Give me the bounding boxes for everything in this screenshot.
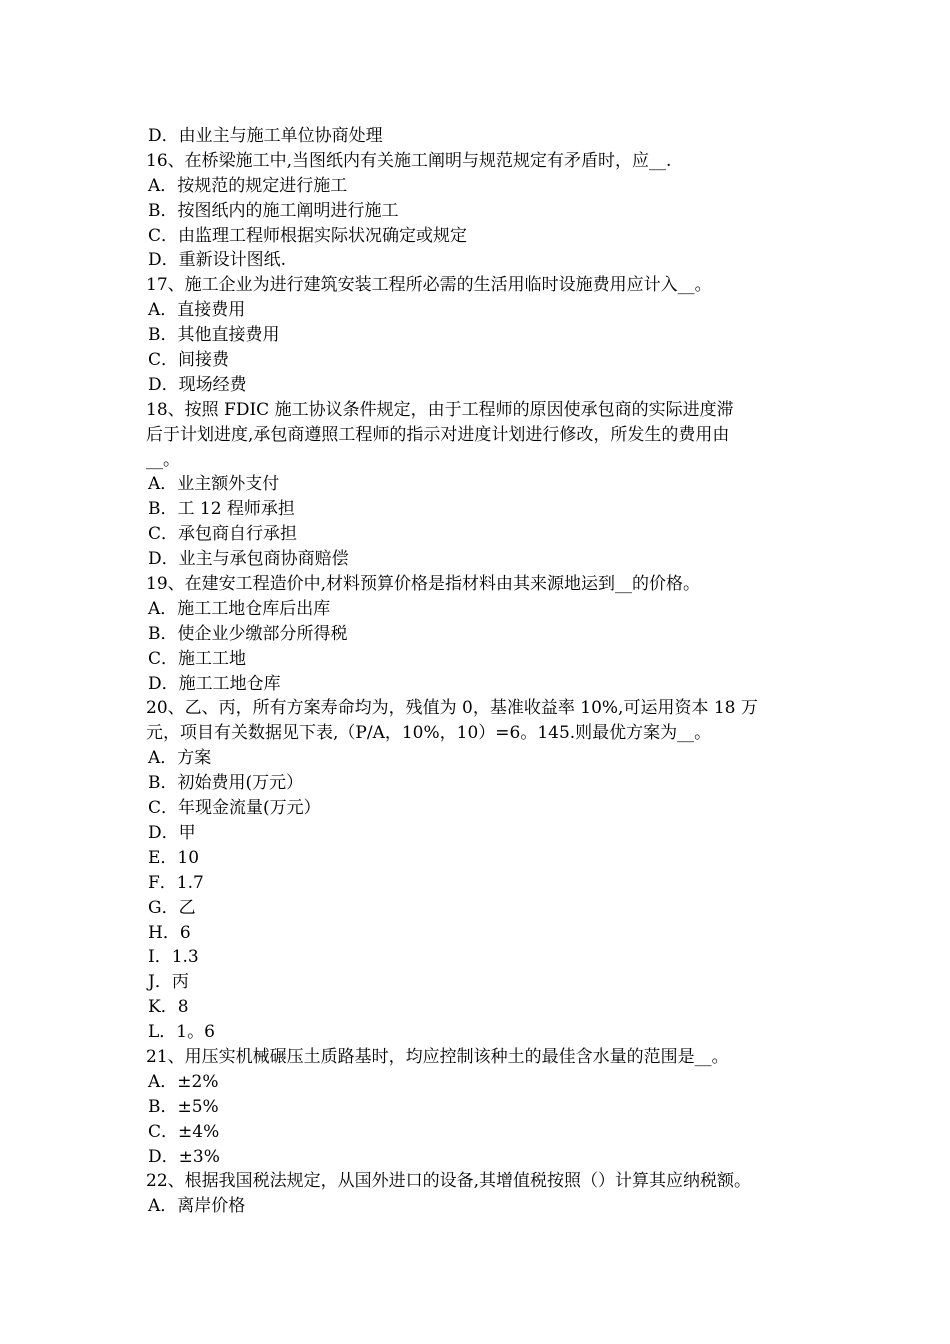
answer-option-line: D．施工工地仓库 (148, 673, 281, 694)
answer-option-line: C．由监理工程师根据实际状况确定或规定 (148, 225, 468, 246)
answer-option-line: A．业主额外支付 (148, 474, 280, 495)
question-stem-line: __。 (146, 449, 180, 470)
answer-option-line: D．±3% (148, 1146, 220, 1167)
answer-option-line: D．由业主与施工单位协商处理 (148, 126, 383, 146)
question-stem-line: 20、乙、丙，所有方案寿命均为，残值为 0，基准收益率 10%,可运用资本 18 万 (146, 698, 758, 719)
answer-option-line: L．1。6 (148, 1022, 215, 1043)
answer-option-line: A．方案 (148, 748, 212, 769)
answer-option-line: D．业主与承包商协商赔偿 (148, 549, 349, 570)
answer-option-line: A．施工工地仓库后出库 (148, 598, 331, 619)
answer-option-line: I．1.3 (148, 947, 199, 968)
answer-option-line: B．其他直接费用 (148, 325, 280, 346)
answer-option-line: K．8 (148, 997, 189, 1018)
answer-option-line: A．直接费用 (148, 300, 246, 321)
answer-option-line: F．1.7 (148, 872, 204, 893)
answer-option-line: A．按规范的规定进行施工 (148, 175, 348, 196)
question-stem-line: 后于计划进度,承包商遵照工程师的指示对进度计划进行修改，所发生的费用由 (146, 424, 730, 445)
answer-option-line: G．乙 (148, 897, 196, 918)
answer-option-line: E．10 (148, 847, 200, 868)
answer-option-line: B．使企业少缴部分所得税 (148, 623, 348, 644)
answer-option-line: C．施工工地 (148, 648, 247, 669)
answer-option-line: C．间接费 (148, 350, 230, 371)
question-stem-line: 18、按照 FDIC 施工协议条件规定，由于工程师的原因使承包商的实际进度滞 (146, 399, 734, 420)
question-stem-line: 19、在建安工程造价中,材料预算价格是指材料由其来源地运到__的价格。 (146, 574, 701, 595)
question-text-body (146, 124, 826, 1219)
question-stem-line: 21、用压实机械碾压土质路基时，均应控制该种土的最佳含水量的范围是__。 (146, 1046, 729, 1067)
answer-option-line: J．丙 (148, 972, 189, 993)
answer-option-line: D．甲 (148, 822, 196, 843)
answer-option-line: C．±4% (148, 1121, 220, 1142)
answer-option-line: D．现场经费 (148, 374, 247, 395)
answer-option-line: B．工 12 程师承担 (148, 499, 295, 520)
answer-option-line: B．初始费用(万元） (148, 773, 304, 794)
question-stem-line: 16、在桥梁施工中,当图纸内有关施工阐明与规范规定有矛盾时，应__. (146, 150, 672, 171)
answer-option-line: C．承包商自行承担 (148, 524, 298, 545)
question-stem-line: 22、根据我国税法规定，从国外进口的设备,其增值税按照（）计算其应纳税额。 (146, 1171, 752, 1192)
answer-option-line: H．6 (148, 922, 191, 943)
answer-option-line: D．重新设计图纸. (148, 250, 287, 271)
answer-option-line: B．±5% (148, 1096, 219, 1117)
question-stem-line: 元，项目有关数据见下表,（P/A，10%，10）=6。145.则最优方案为__。 (146, 723, 712, 744)
answer-option-line: C．年现金流量(万元） (148, 798, 321, 819)
answer-option-line: B．按图纸内的施工阐明进行施工 (148, 200, 399, 221)
answer-option-line: A．离岸价格 (148, 1196, 246, 1217)
question-stem-line: 17、施工企业为进行建筑安装工程所必需的生活用临时设施费用应计入__。 (146, 275, 712, 296)
answer-option-line: A．±2% (148, 1071, 219, 1092)
